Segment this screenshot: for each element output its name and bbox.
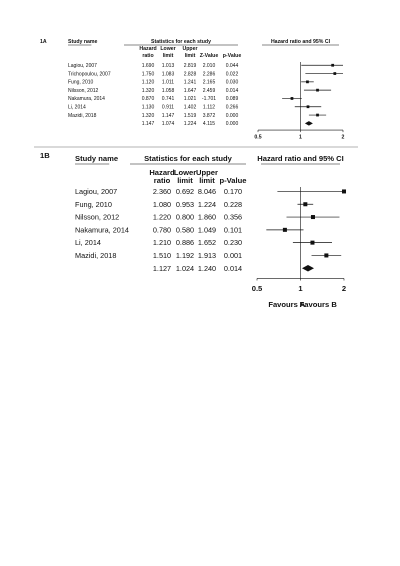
lower-limit-value: 1.013 xyxy=(161,63,175,69)
hazard-ratio-value: 1.120 xyxy=(141,79,155,86)
point-estimate xyxy=(307,105,310,108)
z-value: 2.010 xyxy=(202,63,216,69)
point-estimate xyxy=(333,72,336,75)
panel-label: 1A xyxy=(40,39,47,45)
point-estimate xyxy=(342,189,346,193)
study-label: Nakamura, 2014 xyxy=(68,96,105,103)
upper-limit-value: 2.828 xyxy=(183,71,197,78)
panel-label: 1B xyxy=(40,151,50,160)
z-value: 1.112 xyxy=(202,104,216,111)
hazard-ratio-value: 0.780 xyxy=(152,225,172,235)
lower-limit-value: 1.011 xyxy=(161,79,175,86)
upper-limit-value: 1.647 xyxy=(183,87,197,94)
upper-limit-value: 8.046 xyxy=(197,187,217,196)
col-header-lower-line1: Lower xyxy=(173,168,197,177)
x-tick-label: 0.5 xyxy=(251,283,263,293)
upper-limit-value: 1.913 xyxy=(197,251,217,260)
header-study-name: Study name xyxy=(68,39,98,45)
upper-limit-value: 1.519 xyxy=(183,112,197,119)
point-estimate xyxy=(316,89,319,92)
study-label: Nakamura, 2014 xyxy=(75,225,129,235)
p-value: 0.266 xyxy=(225,104,239,111)
study-label: Nilsson, 2012 xyxy=(75,212,120,222)
lower-limit-value: 0.692 xyxy=(175,187,195,196)
lower-limit-value: 1.058 xyxy=(161,87,175,94)
study-label: Lagiou, 2007 xyxy=(68,63,97,69)
lower-limit-value: 0.886 xyxy=(175,238,195,248)
summary-hazard-ratio: 1.127 xyxy=(152,263,172,273)
study-label: Fung, 2010 xyxy=(75,199,112,209)
study-label: Lagiou, 2007 xyxy=(75,187,118,196)
p-value: 0.170 xyxy=(223,187,243,196)
col-header-upper-line1: Upper xyxy=(182,46,198,52)
study-label: Fung, 2010 xyxy=(68,79,94,86)
x-tick-label: 2 xyxy=(341,134,345,141)
summary-z-value: 4.115 xyxy=(202,121,216,128)
upper-limit-value: 1.049 xyxy=(197,225,217,235)
study-label: Mazidi, 2018 xyxy=(75,251,117,260)
col-header-lower-line2: limit xyxy=(177,176,193,185)
summary-diamond xyxy=(305,121,313,126)
favours-b-label: Favours B xyxy=(299,299,337,309)
hazard-ratio-value: 1.080 xyxy=(152,199,172,209)
header-plot-title: Hazard ratio and 95% CI xyxy=(257,154,344,163)
upper-limit-value: 1.652 xyxy=(197,238,217,248)
lower-limit-value: 0.953 xyxy=(175,199,195,209)
p-value: 0.101 xyxy=(223,225,243,235)
z-value: 3.872 xyxy=(202,112,216,119)
hazard-ratio-value: 1.320 xyxy=(141,112,155,119)
summary-p-value: 0.000 xyxy=(225,121,239,128)
col-header-hr-line2: ratio xyxy=(142,53,154,59)
study-label: Li, 2014 xyxy=(75,238,101,248)
point-estimate xyxy=(311,215,315,219)
lower-limit-value: 1.147 xyxy=(161,112,175,119)
hazard-ratio-value: 1.220 xyxy=(152,212,172,222)
point-estimate xyxy=(310,241,314,245)
summary-lower-limit: 1.024 xyxy=(175,263,195,273)
favours-a-label: Favours A xyxy=(268,299,306,309)
point-estimate xyxy=(324,253,328,257)
x-tick-label: 0.5 xyxy=(254,134,262,141)
lower-limit-value: 0.580 xyxy=(175,225,195,235)
col-header-z: Z-Value xyxy=(199,53,219,59)
p-value: 0.228 xyxy=(223,199,243,209)
col-header-upper-line2: limit xyxy=(184,53,196,59)
study-label: Nilsson, 2012 xyxy=(68,87,99,94)
hazard-ratio-value: 2.360 xyxy=(152,187,172,196)
upper-limit-value: 1.402 xyxy=(183,104,197,111)
study-label: Mazidi, 2018 xyxy=(68,112,97,119)
col-header-p: p-Value xyxy=(219,176,247,185)
col-header-upper-line2: limit xyxy=(199,176,215,185)
p-value: 0.014 xyxy=(225,87,239,94)
hazard-ratio-value: 1.690 xyxy=(141,63,155,69)
hazard-ratio-value: 1.130 xyxy=(141,104,155,111)
summary-upper-limit: 1.224 xyxy=(183,121,197,128)
col-header-p: p-Value xyxy=(222,53,242,59)
upper-limit-value: 1.224 xyxy=(197,199,217,209)
point-estimate xyxy=(331,64,334,67)
hazard-ratio-value: 1.210 xyxy=(152,238,172,248)
x-tick-label: 2 xyxy=(341,283,347,293)
upper-limit-value: 1.241 xyxy=(183,79,197,86)
point-estimate xyxy=(306,80,309,83)
col-header-hr-line2: ratio xyxy=(153,176,171,185)
header-statistics-group: Statistics for each study xyxy=(144,154,232,163)
point-estimate xyxy=(303,202,307,206)
upper-limit-value: 1.860 xyxy=(197,212,217,222)
summary-lower-limit: 1.074 xyxy=(161,121,175,128)
col-header-lower-line1: Lower xyxy=(160,46,176,52)
header-study-name: Study name xyxy=(75,154,119,163)
summary-hazard-ratio: 1.147 xyxy=(141,121,155,128)
lower-limit-value: 0.911 xyxy=(161,104,175,111)
p-value: 0.000 xyxy=(225,112,239,119)
p-value: 0.022 xyxy=(225,71,239,78)
p-value: 0.230 xyxy=(223,238,243,248)
lower-limit-value: 0.741 xyxy=(161,96,175,103)
col-header-upper-line1: Upper xyxy=(196,168,218,177)
lower-limit-value: 1.083 xyxy=(161,71,175,78)
hazard-ratio-value: 0.870 xyxy=(141,96,155,103)
z-value: 2.286 xyxy=(202,71,216,78)
z-value: 2.165 xyxy=(202,79,216,86)
z-value: -1.701 xyxy=(201,96,217,103)
x-tick-label: 1 xyxy=(298,283,303,293)
point-estimate xyxy=(316,114,319,117)
hazard-ratio-value: 1.320 xyxy=(141,87,155,94)
x-tick-label: 1 xyxy=(299,134,302,141)
summary-diamond xyxy=(302,265,314,272)
z-value: 2.459 xyxy=(202,87,216,94)
col-header-hr-line1: Hazard xyxy=(149,168,175,177)
upper-limit-value: 1.021 xyxy=(183,96,197,103)
study-label: Trichopoulou, 2007 xyxy=(68,71,111,78)
summary-p-value: 0.014 xyxy=(223,263,243,273)
lower-limit-value: 1.192 xyxy=(175,251,195,260)
upper-limit-value: 2.819 xyxy=(183,63,197,69)
header-plot-title: Hazard ratio and 95% CI xyxy=(270,39,331,45)
p-value: 0.356 xyxy=(223,212,243,222)
point-estimate xyxy=(291,97,294,100)
col-header-lower-line2: limit xyxy=(162,53,174,59)
p-value: 0.044 xyxy=(225,63,239,69)
p-value: 0.001 xyxy=(223,251,243,260)
lower-limit-value: 0.800 xyxy=(175,212,195,222)
header-statistics-group: Statistics for each study xyxy=(151,39,211,45)
p-value: 0.089 xyxy=(225,96,239,103)
study-label: Li, 2014 xyxy=(68,104,86,111)
p-value: 0.030 xyxy=(225,79,239,86)
hazard-ratio-value: 1.750 xyxy=(141,71,155,78)
col-header-hr-line1: Hazard xyxy=(139,46,157,52)
summary-upper-limit: 1.240 xyxy=(197,263,217,273)
point-estimate xyxy=(283,228,287,232)
hazard-ratio-value: 1.510 xyxy=(152,251,172,260)
